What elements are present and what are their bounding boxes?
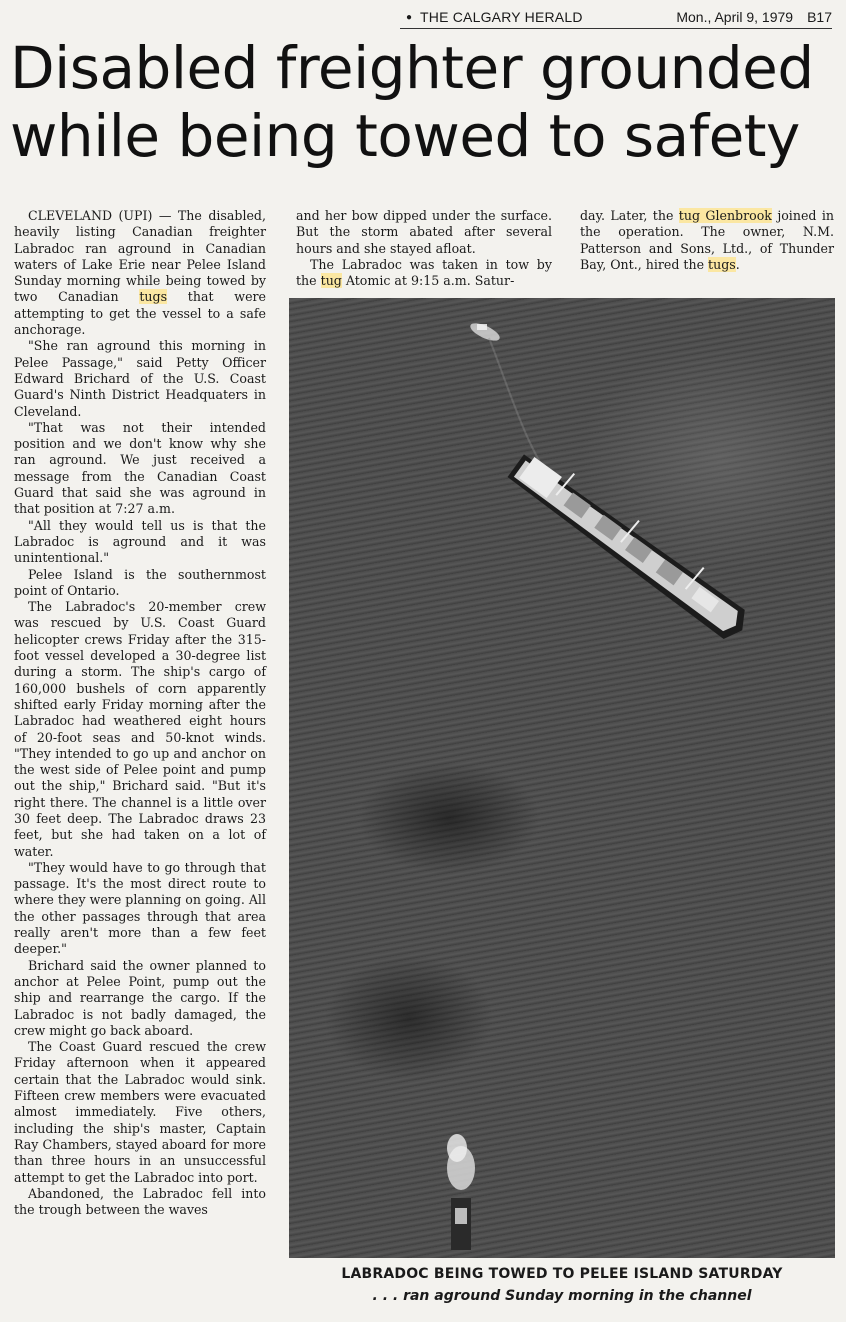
- page-number: B17: [807, 9, 832, 25]
- highlight-tugs: tugs: [708, 256, 736, 272]
- paragraph: Abandoned, the Labradoc fell into the trough between the waves: [14, 1185, 266, 1218]
- paragraph-text: Atomic at 9:15 a.m. Satur-: [341, 273, 515, 289]
- paragraph: Brichard said the owner planned to anchor at Pelee Point, pump out the ship and rearrange the cargo. If the Labradoc is not badly damaged, the crew might go back aboard.: [14, 957, 266, 1038]
- article-column-2: [296, 208, 552, 289]
- photo-caption: [289, 1264, 835, 1308]
- distant-tug: [468, 320, 502, 344]
- article-column-3: [580, 208, 834, 273]
- highlight-tugs: tugs: [139, 289, 168, 305]
- paragraph: "All they would tell us is that the Labradoc is aground and it was unintentional.": [14, 517, 266, 566]
- article-column-1: [14, 208, 266, 1218]
- paragraph: Pelee Island is the southernmost point of Ontario.: [14, 566, 266, 598]
- photo-drawing: [289, 298, 835, 1258]
- foreground-tug: [447, 1134, 475, 1250]
- caption-title: LABRADOC BEING TOWED TO PELEE ISLAND SATURDAY: [341, 1266, 783, 1282]
- aerial-photo: [289, 298, 835, 1258]
- paragraph-text: CLEVELAND (UPI) — The disabled, heavily listing Canadian freighter Labradoc ran aground in Canadian waters of Lake Erie near Pelee Island Sunday morning while being towed by two Canadian: [14, 208, 266, 305]
- paragraph: "That was not their intended position and we don't know why she ran aground. We just received a message from the Canadian Coast Guard that said she was aground in that position at 7:27 a.m.: [14, 419, 266, 517]
- headline: Disabled freighter grounded while being towed to safety: [10, 34, 814, 170]
- freighter-labradoc: [505, 443, 759, 645]
- paragraph: The Coast Guard rescued the crew Friday afternoon when it appeared certain that the Labradoc would sink. Fifteen crew members were evacuated almost immediately. Five others, including the ship's master, Captain Ray Chambers, stayed aboard for more than three hours in an unsuccessful attempt to get the Labradoc into port.: [14, 1039, 266, 1185]
- paragraph: [296, 257, 552, 290]
- masthead: [400, 6, 832, 29]
- paragraph-text: .: [735, 256, 740, 272]
- paragraph-text: day. Later, the: [580, 208, 679, 223]
- paragraph-text: The Labradoc was taken in tow by the: [296, 256, 552, 289]
- paragraph: "They would have to go through that passage. It's the most direct route to where they were planning on going. All the other passages through that area really aren't more than a few feet deeper.": [14, 859, 266, 957]
- paragraph: and her bow dipped under the surface. But the storm abated after several hours and she stayed afloat.: [296, 208, 552, 256]
- paragraph-text: that were attempting to get the vessel to a safe anchorage.: [14, 289, 266, 338]
- paragraph: [580, 208, 834, 273]
- paragraph: [14, 208, 266, 338]
- caption-subtitle: . . . ran aground Sunday morning in the channel: [372, 1288, 752, 1304]
- newspaper-name: THE CALGARY HERALD: [420, 9, 583, 25]
- paragraph: The Labradoc's 20-member crew was rescued by U.S. Coast Guard helicopter crews Friday after the 315-foot vessel developed a 30-degree list during a storm. The ship's cargo of 160,000 bushels of corn apparently shifted early Friday morning after the Labradoc had weathered eight hours of 20-foot seas and 50-knot winds. "They intended to go up and anchor on the west side of Pelee point and pump out the ship," Brichard said. "But it's right there. The channel is a little over 30 feet deep. The Labradoc draws 23 feet, but she had taken on a lot of water.: [14, 599, 266, 859]
- paragraph: "She ran aground this morning in Pelee Passage," said Petty Officer Edward Brichard of the U.S. Coast Guard's Ninth District Headquaters in Cleveland.: [14, 338, 266, 419]
- highlight-tug-glenbrook: tug Glenbrook: [678, 208, 772, 223]
- bullet-icon: ●: [406, 11, 413, 23]
- issue-date: Mon., April 9, 1979: [676, 9, 794, 25]
- highlight-tug: tug: [320, 273, 342, 289]
- paragraph-text: joined in the operation. The owner, N.M. Patterson and Sons, Ltd., of Thunder Bay, Ont., hired the: [580, 208, 834, 272]
